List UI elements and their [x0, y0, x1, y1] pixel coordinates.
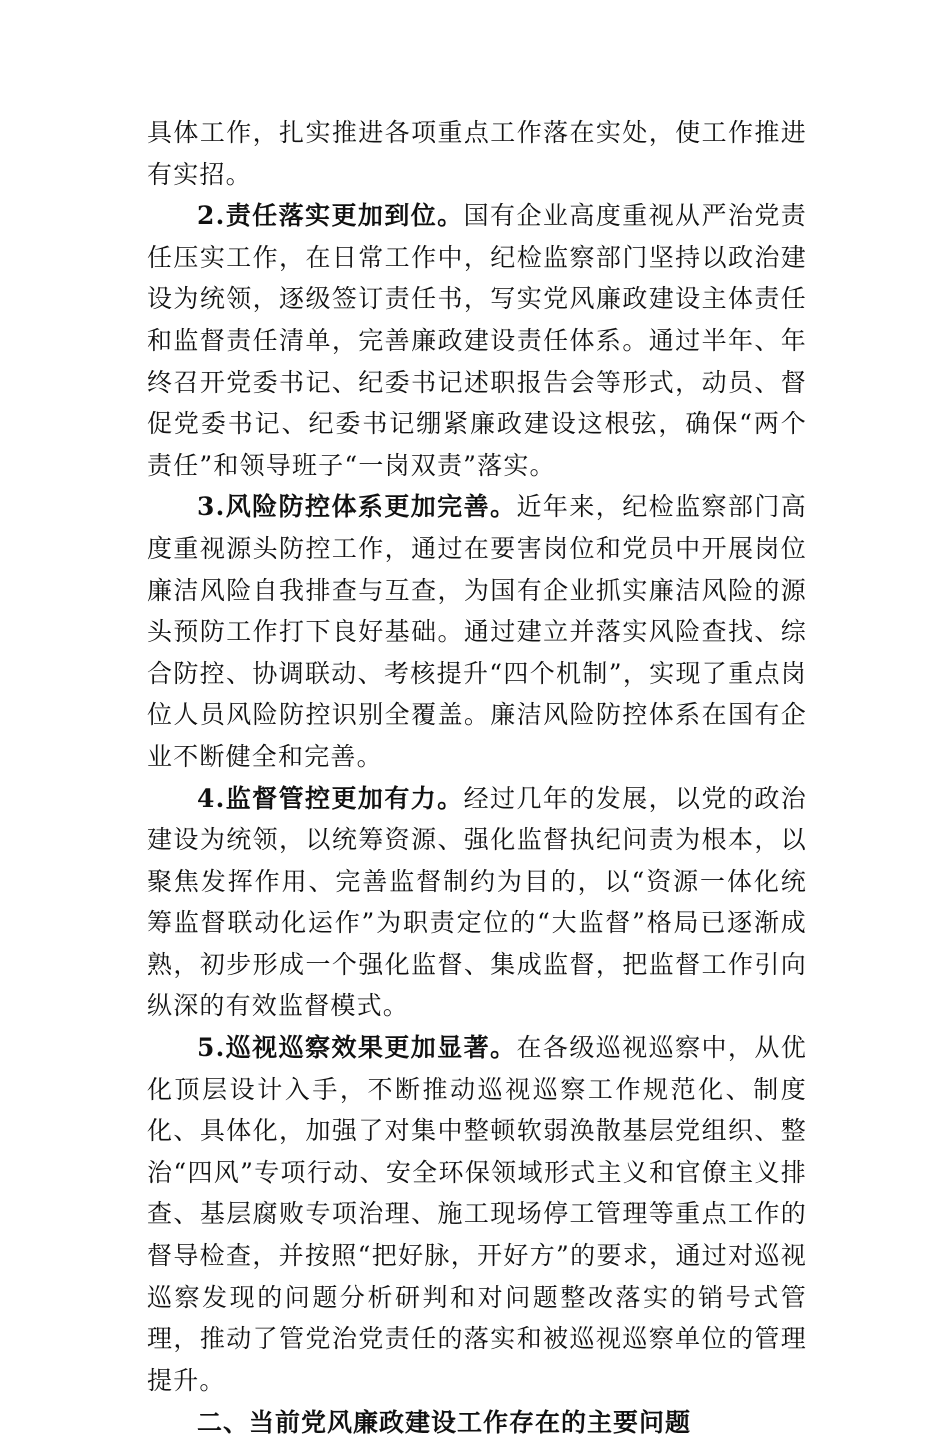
- section-heading: 二、当前党风廉政建设工作存在的主要问题: [197, 1408, 692, 1438]
- continuation-text: 具体工作，扎实推进各项重点工作落在实处，使工作推进有实招。: [147, 118, 807, 189]
- item-paragraph-2: [147, 195, 807, 486]
- item-lead-4: 4.监督管控更加有力。: [197, 783, 464, 813]
- item-body-3: 近年来，纪检监察部门高度重视源头防控工作，通过在要害岗位和党员中开展岗位廉洁风险自我排查与互查，为国有企业抓实廉洁风险的源头预防工作打下良好基础。通过建立并落实风险查找、综合防控、协调联动、考核提升“四个机制”，实现了重点岗位人员风险防控识别全覆盖。廉洁风险防控体系在国有企业不断健全和完善。: [147, 492, 808, 771]
- item-lead-5: 5.巡视巡察效果更加显著。: [197, 1033, 517, 1063]
- item-body-5: 在各级巡视巡察中，从优化顶层设计入手，不断推动巡视巡察工作规范化、制度化、具体化，加强了对集中整顿软弱涣散基层党组织、整治“四风”专项行动、安全环保领域形式主义和官僚主义排查、基层腐败专项治理、施工现场停工管理等重点工作的督导检查，并按照“把好脉，开好方”的要求，通过对巡视巡察发现的问题分析研判和对问题整改落实的销号式管理，推动了管党治党责任的落实和被巡视巡察单位的管理提升。: [147, 1033, 808, 1395]
- item-lead-2: 2.责任落实更加到位。: [197, 201, 464, 231]
- item-lead-3: 3.风险防控体系更加完善。: [197, 492, 517, 522]
- item-body-4: 经过几年的发展，以党的政治建设为统领，以统筹资源、强化监督执纪问责为根本，以聚焦发挥作用、完善监督制约为目的，以“资源一体化统筹监督联动化运作”为职责定位的“大监督”格局已逐渐成熟，初步形成一个强化监督、集成监督，把监督工作引向纵深的有效监督模式。: [147, 783, 807, 1021]
- item-paragraph-5: [147, 1027, 807, 1401]
- item-paragraph-4: [147, 778, 807, 1028]
- item-body-2: 国有企业高度重视从严治党责任压实工作，在日常工作中，纪检监察部门坚持以政治建设为统领，逐级签订责任书，写实党风廉政建设主体责任和监督责任清单，完善廉政建设责任体系。通过半年、年终召开党委书记、纪委书记述职报告会等形式，动员、督促党委书记、纪委书记绷紧廉政建设这根弦，确保“两个责任”和领导班子“一岗双责”落实。: [147, 201, 807, 480]
- item-paragraph-3: [147, 486, 807, 777]
- document-body: [147, 112, 807, 1445]
- continuation-paragraph: [147, 112, 807, 195]
